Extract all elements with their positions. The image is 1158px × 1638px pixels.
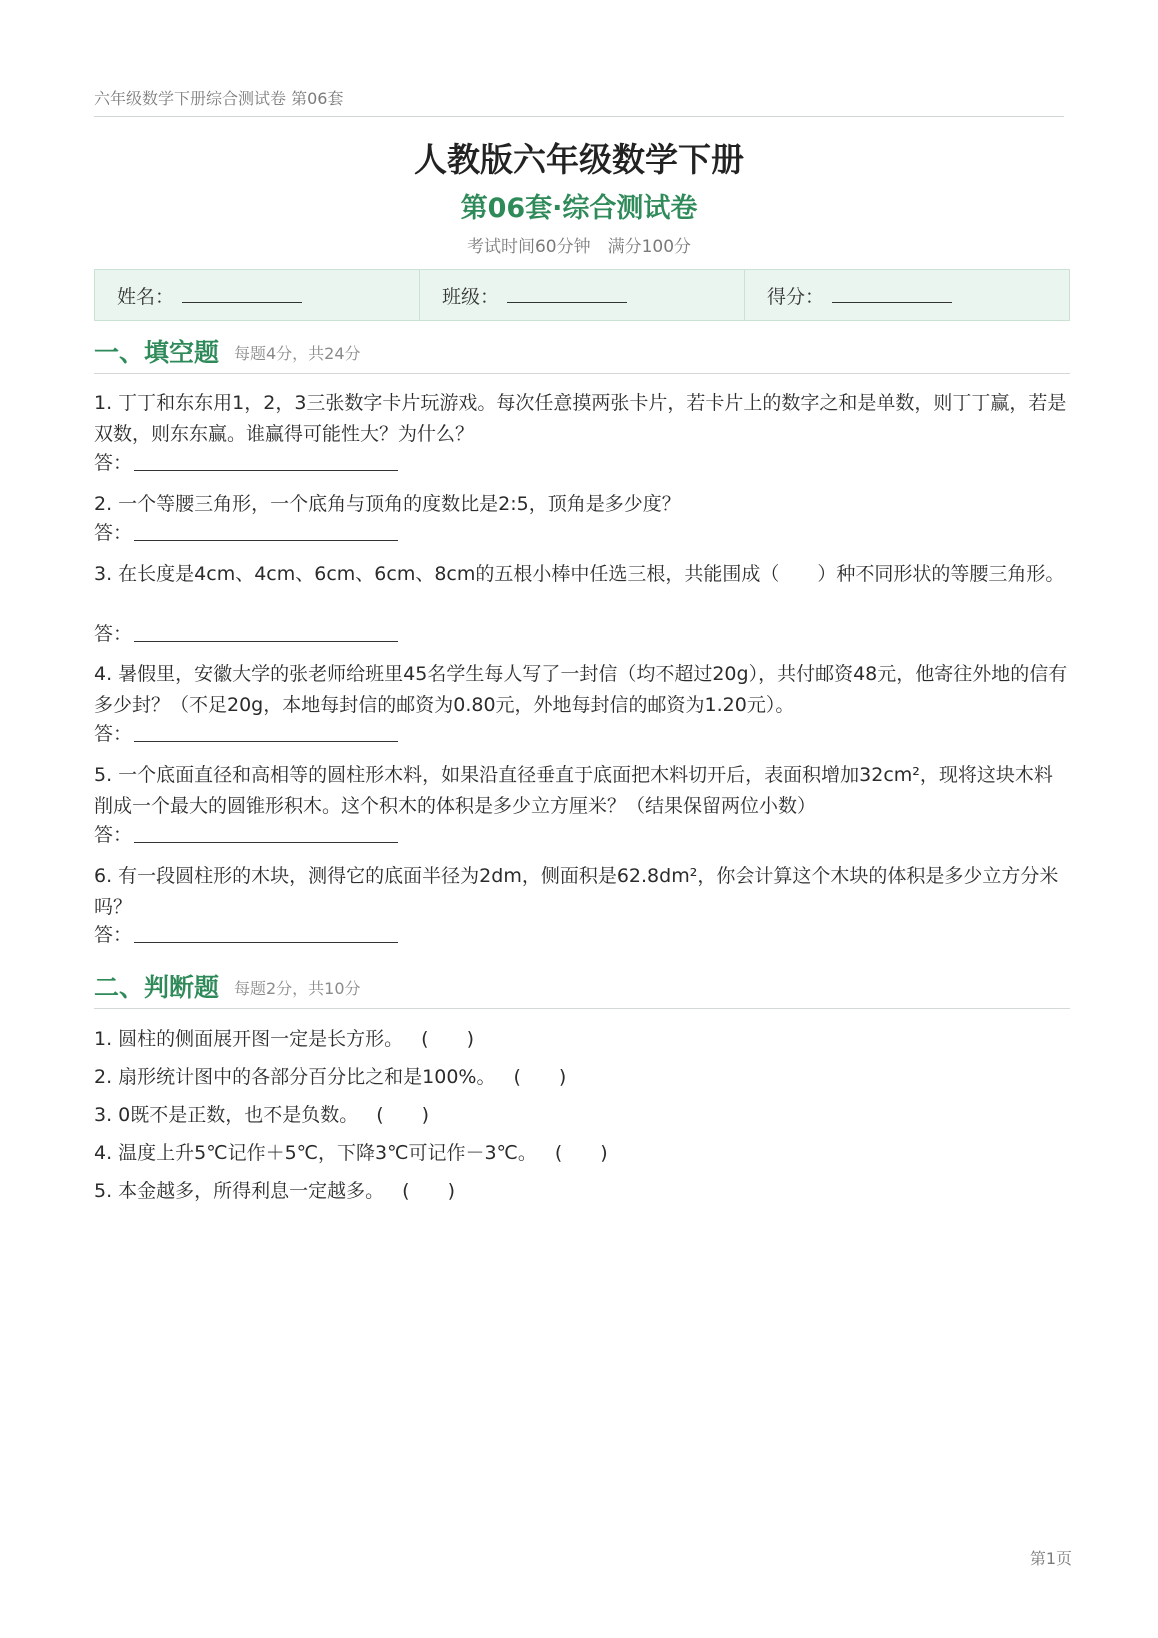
section-1-title: 一、填空题 (94, 338, 220, 367)
class-blank[interactable] (507, 302, 627, 303)
answer-label: 答： (94, 723, 133, 745)
exam-info: 考试时间60分钟 满分100分 (466, 237, 692, 257)
name-label: 姓名： (117, 285, 175, 308)
answer-blank[interactable] (134, 942, 398, 943)
judge-text: 2. 扇形统计图中的各部分百分比之和是100%。 (94, 1066, 496, 1088)
answer-row-5[interactable] (94, 822, 132, 848)
score-field[interactable] (744, 270, 1069, 320)
judge-text: 5. 本金越多，所得利息一定越多。 (94, 1180, 385, 1202)
judge-question-1 (94, 1025, 474, 1053)
section-1-header (94, 333, 1070, 374)
fill-question-1: 1. 丁丁和东东用1，2，3三张数字卡片玩游戏。每次任意摸两张卡片，若卡片上的数字之和是单数，则丁丁赢，若是双数，则东东赢。谁赢得可能性大？为什么？ (94, 392, 1067, 445)
section-2-title: 二、判断题 (94, 973, 220, 1002)
answer-blank[interactable] (134, 741, 398, 742)
judge-answer-blank[interactable]: ( ) (402, 1180, 455, 1202)
answer-label: 答： (94, 452, 133, 474)
fill-question-5: 5. 一个底面直径和高相等的圆柱形木料，如果沿直径垂直于底面把木料切开后，表面积增加32cm²，现将这块木料削成一个最大的圆锥形积木。这个积木的体积是多少立方厘米？（结果保留两位小数） (94, 764, 1053, 817)
answer-row-1[interactable] (94, 450, 132, 476)
answer-blank[interactable] (134, 641, 398, 642)
answer-blank[interactable] (134, 470, 398, 471)
answer-row-6[interactable] (94, 922, 132, 948)
page-subtitle: 第06套·综合测试卷 (460, 193, 698, 224)
header-divider (94, 116, 1064, 117)
fill-question-3: 3. 在长度是4cm、4cm、6cm、6cm、8cm的五根小棒中任选三根，共能围成（ ）种不同形状的等腰三角形。 (94, 563, 1065, 585)
student-info-box (94, 269, 1070, 321)
judge-text: 4. 温度上升5℃记作＋5℃，下降3℃可记作－3℃。 (94, 1142, 537, 1164)
judge-answer-blank[interactable]: ( ) (421, 1028, 474, 1050)
judge-answer-blank[interactable]: ( ) (554, 1142, 608, 1164)
judge-question-2 (94, 1063, 566, 1091)
name-field[interactable] (95, 270, 419, 320)
page-title: 人教版六年级数学下册 (414, 140, 744, 179)
judge-question-5 (94, 1177, 455, 1205)
answer-label: 答： (94, 623, 133, 645)
fill-question-2: 2. 一个等腰三角形，一个底角与顶角的度数比是2:5，顶角是多少度？ (94, 493, 681, 515)
fill-question-4: 4. 暑假里，安徽大学的张老师给班里45名学生每人写了一封信（均不超过20g），共付邮资48元，他寄往外地的信有多少封？（不足20g，本地每封信的邮资为0.80元，外地每封信的邮资为1.20元）。 (94, 663, 1068, 716)
section-2-header (94, 968, 1070, 1009)
class-label: 班级： (442, 285, 500, 308)
class-field[interactable] (419, 270, 744, 320)
judge-text: 3. 0既不是正数，也不是负数。 (94, 1104, 359, 1126)
answer-label: 答： (94, 824, 133, 846)
answer-row-3[interactable] (94, 621, 132, 647)
judge-answer-blank[interactable]: ( ) (376, 1104, 430, 1126)
judge-question-3 (94, 1101, 429, 1129)
name-blank[interactable] (182, 302, 302, 303)
fill-question-6: 6. 有一段圆柱形的木块，测得它的底面半径为2dm，侧面积是62.8dm²，你会计算这个木块的体积是多少立方分米吗？ (94, 865, 1059, 918)
page-number: 第1页 (1029, 1549, 1072, 1568)
answer-row-4[interactable] (94, 721, 132, 747)
section-2-note: 每题2分，共10分 (234, 979, 361, 998)
answer-label: 答： (94, 522, 133, 544)
section-1-note: 每题4分，共24分 (234, 344, 361, 363)
score-label: 得分： (767, 285, 825, 308)
answer-blank[interactable] (134, 842, 398, 843)
answer-row-2[interactable] (94, 520, 132, 546)
judge-answer-blank[interactable]: ( ) (513, 1066, 567, 1088)
answer-label: 答： (94, 924, 133, 946)
judge-question-4 (94, 1139, 608, 1167)
header-note: 六年级数学下册综合测试卷 第06套 (94, 89, 344, 108)
judge-text: 1. 圆柱的侧面展开图一定是长方形。 (94, 1028, 404, 1050)
score-blank[interactable] (832, 302, 952, 303)
answer-blank[interactable] (134, 540, 398, 541)
